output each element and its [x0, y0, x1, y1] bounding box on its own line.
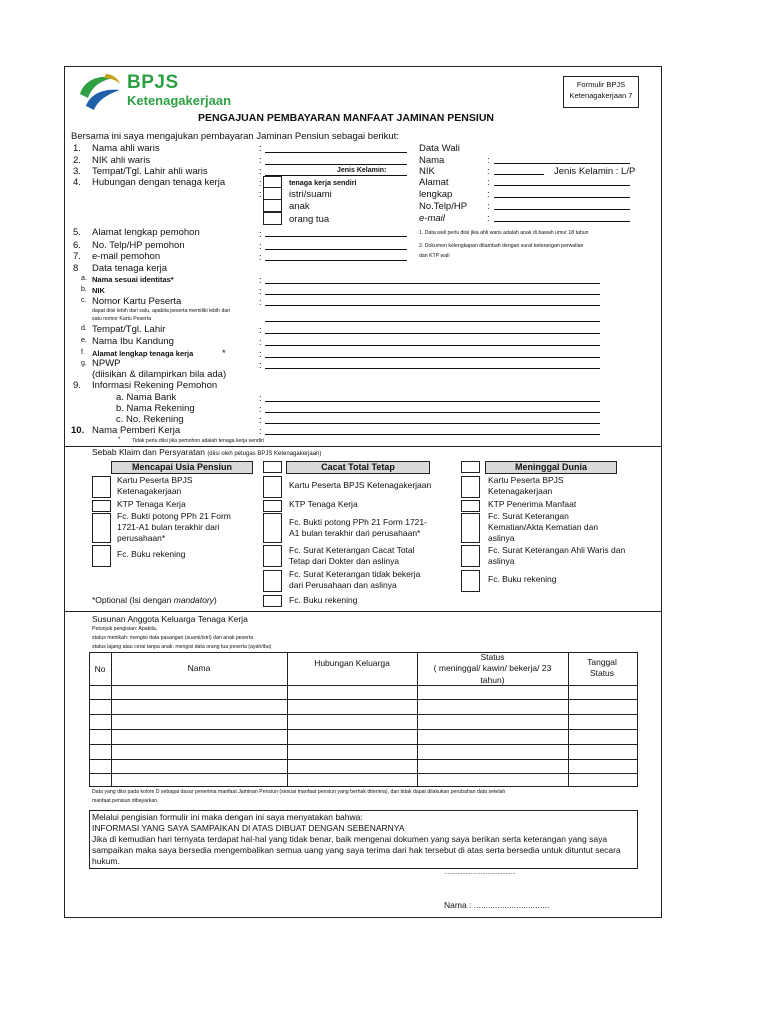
label-ttl-tk: Tempat/Tgl. Lahir	[92, 324, 166, 335]
checkbox-md-ktp[interactable]	[461, 500, 480, 512]
alamat-pemohon-input[interactable]	[265, 236, 407, 237]
table-row[interactable]	[89, 759, 637, 760]
wali-email-input[interactable]	[494, 221, 630, 222]
checkbox-cacat-tidak-bekerja[interactable]	[263, 570, 282, 592]
declaration-line-1: Melalui pengisian formulir ini maka dengan ini saya menyatakan bahwa:	[92, 812, 363, 822]
label-nomor-kartu-peserta: Nomor Kartu Peserta	[92, 296, 182, 307]
colon: :	[259, 393, 262, 404]
req-cacat-pph-2: A1 bulan terakhir dari perusahaan*	[289, 528, 421, 538]
colon: :	[259, 426, 262, 437]
table-row[interactable]	[89, 699, 637, 700]
klaim-title-note: (diisi oleh petugas BPJS Ketenagakerjaan)	[207, 451, 322, 457]
colon: :	[259, 404, 262, 415]
family-title: Susunan Anggota Keluarga Tenaga Kerja	[92, 614, 248, 624]
colon: :	[259, 178, 262, 189]
field-no: b.	[81, 286, 87, 293]
checkbox-cacat-surat[interactable]	[263, 545, 282, 567]
asterisk: *	[222, 348, 226, 359]
label-alamat-pemohon: Alamat lengkap pemohon	[92, 227, 200, 238]
email-pemohon-input[interactable]	[265, 260, 407, 261]
logo-subtitle: Ketenagakerjaan	[127, 93, 232, 108]
wali-telp-input[interactable]	[494, 209, 630, 210]
req-md-ahli-waris-2: aslinya	[488, 556, 515, 566]
field-no: 6.	[73, 240, 81, 251]
wali-label-alamat: Alamat	[419, 177, 449, 188]
colon: :	[487, 213, 490, 224]
label-telp-pemohon: No. Telp/HP pemohon	[92, 240, 185, 251]
colon: :	[487, 201, 490, 212]
req-md-kematian: Fc. Surat Keterangan	[488, 511, 569, 521]
header-status: Status	[480, 652, 505, 662]
req-md-kartu: Kartu Peserta BPJS	[488, 475, 564, 485]
field-no: 10.	[71, 425, 85, 436]
ttl-ahli-waris-input[interactable]	[265, 175, 407, 176]
table-row[interactable]	[89, 744, 637, 745]
req-md-kematian-3: aslinya	[488, 533, 515, 543]
field-no: f.	[81, 349, 85, 356]
label-nik-tk: NIK	[92, 286, 105, 295]
signature-name[interactable]: Nama : ................................	[444, 900, 550, 910]
checkbox-cacat-rekening[interactable]	[263, 595, 282, 607]
label-pemberi-kerja: Nama Pemberi Kerja	[92, 425, 181, 436]
field-no: 4.	[73, 177, 81, 188]
wali-label-telp: No.Telp/HP	[419, 201, 468, 212]
checkbox-cacat-pph[interactable]	[263, 513, 282, 543]
col-divider	[287, 652, 288, 786]
wali-label-nama: Nama	[419, 155, 445, 166]
field-no: 2.	[73, 155, 81, 166]
wali-jenis-kelamin: Jenis Kelamin : L/P	[554, 166, 636, 177]
field-no: 3.	[73, 166, 81, 177]
colon: :	[259, 229, 262, 240]
colon: :	[259, 189, 262, 200]
kartu-peserta-input-2[interactable]	[265, 321, 600, 322]
colon: :	[259, 415, 262, 426]
checkbox-md-ahli-waris[interactable]	[461, 545, 480, 567]
no-rekening-input[interactable]	[265, 423, 600, 424]
colon: :	[259, 286, 262, 297]
declaration-line-4: sampaikan maka saya bersedia mengembalikan semua uang yang saya terima dari hak tersebut di atas serta bersedia untuk dituntut secara	[92, 845, 621, 855]
colon: :	[487, 155, 490, 166]
footnote-star: *	[118, 437, 121, 443]
wali-note-2b: dan KTP wali	[419, 253, 450, 259]
checkbox-md-kematian[interactable]	[461, 513, 480, 543]
req-usia-pph-3: perusahaan*	[117, 533, 166, 543]
field-no: 7.	[73, 251, 81, 262]
label-data-tenaga-kerja: Data tenaga kerja	[92, 263, 167, 274]
npwp-note: (diisikan & dilampirkan bila ada)	[92, 369, 227, 380]
label-no-rekening: c. No. Rekening	[116, 414, 184, 425]
nik-tk-input[interactable]	[265, 294, 600, 295]
label-ibu-kandung: Nama Ibu Kandung	[92, 336, 174, 347]
header-status-2: ( meninggal/ kawin/ bekerja/ 23	[433, 663, 552, 673]
checkbox-cacat-kartu[interactable]	[263, 476, 282, 498]
label-nik-ahli-waris: NIK ahli waris	[92, 155, 151, 166]
nama-rekening-input[interactable]	[265, 412, 600, 413]
optional-note-a: *Optional (Isi dengan	[92, 595, 174, 605]
wali-nik-input[interactable]	[494, 174, 544, 175]
nama-tk-input[interactable]	[265, 283, 600, 284]
req-cacat-tidak-bekerja-2: dari Perusahaan dan aslinya	[289, 580, 397, 590]
label-email-pemohon: e-mail pemohon	[92, 251, 161, 262]
label-jenis-kelamin: Jenis Kelamin:	[337, 167, 387, 174]
field-no: 1.	[73, 143, 81, 154]
kartu-peserta-input[interactable]	[265, 305, 600, 306]
colon: :	[259, 155, 262, 166]
colon: :	[487, 166, 490, 177]
wali-label-lengkap: lengkap	[419, 189, 453, 200]
label-nama-sesuai-identitas: Nama sesuai identitas*	[92, 275, 174, 284]
nik-ahli-waris-input[interactable]	[265, 164, 407, 165]
req-md-rekening: Fc. Buku rekening	[488, 574, 557, 584]
checkbox-meninggal-dunia[interactable]	[461, 461, 480, 473]
req-usia-kartu-2: Ketenagakerjaan	[117, 486, 182, 496]
klaim-title	[92, 447, 321, 457]
label-hubungan: Hubungan dengan tenaga kerja	[92, 177, 226, 188]
family-guide-2: status menikah: mengisi data pasangan (suami/istri) dan anak peserta	[92, 635, 254, 641]
field-no: 5.	[73, 227, 81, 238]
wali-label-nik: NIK	[419, 166, 435, 177]
alamat-tk-input[interactable]	[265, 357, 600, 358]
req-cacat-tidak-bekerja: Fc. Surat Keterangan tidak bekerja	[289, 569, 421, 579]
header-cacat-total: Cacat Total Tetap	[286, 461, 430, 474]
colon: :	[259, 143, 262, 154]
checkbox-usia-rekening[interactable]	[92, 545, 111, 567]
header-hubungan: Hubungan Keluarga	[314, 658, 390, 668]
label-npwp: NPWP	[92, 358, 121, 369]
pemberi-kerja-input[interactable]	[265, 434, 600, 435]
checkbox-usia-ktp[interactable]	[92, 500, 111, 512]
checkbox-anak[interactable]	[263, 199, 282, 212]
option-anak: anak	[289, 201, 310, 212]
kartu-peserta-note: dapat diisi lebih dari satu, apabila peserta memiliki lebih dari	[92, 308, 231, 314]
field-no: d.	[81, 325, 87, 332]
header-no: No	[94, 664, 106, 674]
form-code-line1: Formulir BPJS	[576, 80, 626, 89]
req-cacat-kartu: Kartu Peserta BPJS Ketenagakerjaan	[289, 480, 432, 490]
header-tanggal: Tanggal	[587, 657, 617, 667]
colon: :	[259, 166, 262, 177]
field-no: c.	[81, 297, 87, 304]
req-usia-ktp: KTP Tenaga Kerja	[117, 499, 186, 509]
header-tanggal-2: Status	[589, 668, 615, 678]
wali-note-2: 2. Dokumen kelengkapan ditambah dengan surat keterangan perwalian	[419, 243, 584, 249]
colon: :	[259, 241, 262, 252]
option-orang-tua: orang tua	[289, 214, 330, 225]
wali-nama-input[interactable]	[494, 163, 630, 164]
field-no: a.	[81, 275, 87, 282]
signature-line[interactable]: ...........................................	[444, 870, 516, 876]
logo-brand: BPJS	[127, 72, 179, 93]
checkbox-cacat-ktp[interactable]	[263, 500, 282, 512]
family-guide-3: status lajang atau cerai tanpa anak: mengisi data orang tua peserta (ayah/ibu)	[92, 644, 272, 650]
optional-note-c: )	[213, 595, 217, 605]
colon: :	[259, 360, 262, 371]
req-md-kartu-2: Ketenagakerjaan	[488, 486, 553, 496]
colon: :	[259, 349, 262, 360]
option-istri-suami: istri/suami	[289, 189, 332, 200]
req-cacat-surat: Fc. Surat Keterangan Cacat Total	[289, 545, 415, 555]
wali-alamat2-input[interactable]	[494, 197, 630, 198]
req-md-kematian-2: Kematian/Akta Kematian dan	[488, 522, 599, 532]
header-usia-pensiun: Mencapai Usia Pensiun	[111, 461, 253, 474]
klaim-title-text: Sebab Klaim dan Persyaratan	[92, 447, 205, 457]
option-tenaga-kerja-sendiri: tenaga kerja sendiri	[289, 178, 357, 187]
nama-ahli-waris-input[interactable]	[265, 152, 407, 153]
optional-note-b: mandatory	[173, 595, 214, 605]
req-usia-rekening: Fc. Buku rekening	[117, 549, 186, 559]
label-nama-bank: a. Nama Bank	[116, 392, 177, 403]
label-nama-rekening: b. Nama Rekening	[116, 403, 195, 414]
label-rekening: Informasi Rekening Pemohon	[92, 380, 218, 391]
colon: :	[259, 325, 262, 336]
form-code-line2: Ketenagakerjaan 7	[569, 91, 633, 100]
checkbox-md-rekening[interactable]	[461, 570, 480, 592]
npwp-input[interactable]	[265, 368, 600, 369]
kartu-peserta-note-2: satu nomor Kartu Peserta	[92, 316, 152, 322]
req-cacat-pph: Fc. Bukti potong PPh 21 Form 1721-	[289, 517, 427, 527]
checkbox-usia-pph[interactable]	[92, 513, 111, 543]
ibu-kandung-input[interactable]	[265, 345, 600, 346]
colon: :	[487, 177, 490, 188]
req-cacat-ktp: KTP Tenaga Kerja	[289, 499, 358, 509]
colon: :	[259, 337, 262, 348]
checkbox-usia-kartu[interactable]	[92, 476, 111, 498]
bpjs-logo-icon	[76, 72, 124, 112]
declaration-line-2: INFORMASI YANG SAYA SAMPAIKAN DI ATAS DIBUAT DENGAN SEBENARNYA	[92, 823, 405, 833]
field-no: 9.	[73, 380, 81, 391]
field-no: g.	[81, 360, 87, 367]
intro-text: Bersama ini saya mengajukan pembayaran Jaminan Pensiun sebagai berikut:	[71, 131, 399, 142]
footnote: Tidak perlu diisi jika pemohon adalah tenaga kerja sendiri	[132, 438, 264, 444]
field-no: e.	[81, 337, 87, 344]
checkbox-cacat-total[interactable]	[263, 461, 282, 473]
family-note-1: Data yang diisi pada kolom D sebagai dasar penerima manfaat Jaminan Pensiun (sesuai manfaat pensiun yang berhak diterima), dan tidak dapat dilakukan perubahan data setelah	[92, 789, 506, 795]
checkbox-orang-tua[interactable]	[263, 212, 282, 225]
family-note-2: manfaat pensiun dibayarkan.	[92, 798, 159, 804]
nama-bank-input[interactable]	[265, 401, 600, 402]
header-nama: Nama	[187, 663, 211, 673]
divider	[65, 611, 661, 612]
table-header-divider	[89, 685, 637, 686]
label-alamat-tk: Alamat lengkap tenaga kerja	[92, 349, 194, 358]
table-row[interactable]	[89, 773, 637, 774]
table-row[interactable]	[89, 729, 637, 730]
field-no: 8	[73, 263, 79, 274]
colon: :	[487, 189, 490, 200]
wali-alamat-input[interactable]	[494, 185, 630, 186]
table-row[interactable]	[89, 714, 637, 715]
wali-label-email: e-mail	[419, 213, 445, 224]
req-cacat-rekening: Fc. Buku rekening	[289, 595, 358, 605]
family-guide-1: Petunjuk pengisian: Apabila,	[92, 626, 158, 632]
req-usia-pph: Fc. Bukti potong PPh 21 Form	[117, 511, 231, 521]
colon: :	[259, 275, 262, 286]
declaration-line-3: Jika di kemudian hari ternyata terdapat hal-hal yang tidak benar, baik mengenai dokumen yang saya berikan serta keterangan yang saya	[92, 834, 608, 844]
wali-note-1: 1. Data wali perlu diisi jika ahli waris adalah anak di bawah umur 18 tahun	[419, 230, 589, 236]
declaration-line-5: hukum.	[92, 856, 120, 866]
header-meninggal-dunia: Meninggal Dunia	[485, 461, 617, 474]
req-cacat-surat-2: Tetap dari Dokter dan aslinya	[289, 556, 400, 566]
ttl-tk-input[interactable]	[265, 333, 600, 334]
req-md-ktp: KTP Penerima Manfaat	[488, 499, 577, 509]
telp-pemohon-input[interactable]	[265, 249, 407, 250]
optional-note	[92, 595, 217, 605]
req-usia-pph-2: 1721-A1 bulan terakhir dari	[117, 522, 220, 532]
colon: :	[259, 297, 262, 308]
label-nama-ahli-waris: Nama ahli waris	[92, 143, 160, 154]
header-status-3: tahun)	[480, 675, 505, 685]
req-md-ahli-waris: Fc. Surat Keterangan Ahli Waris dan	[488, 545, 626, 555]
req-usia-kartu: Kartu Peserta BPJS	[117, 475, 193, 485]
colon: :	[259, 252, 262, 263]
checkbox-md-kartu[interactable]	[461, 476, 480, 498]
label-ttl-ahli-waris: Tempat/Tgl. Lahir ahli waris	[92, 166, 208, 177]
page-title: PENGAJUAN PEMBAYARAN MANFAAT JAMINAN PENSIUN	[198, 112, 494, 124]
wali-title: Data Wali	[419, 143, 460, 154]
